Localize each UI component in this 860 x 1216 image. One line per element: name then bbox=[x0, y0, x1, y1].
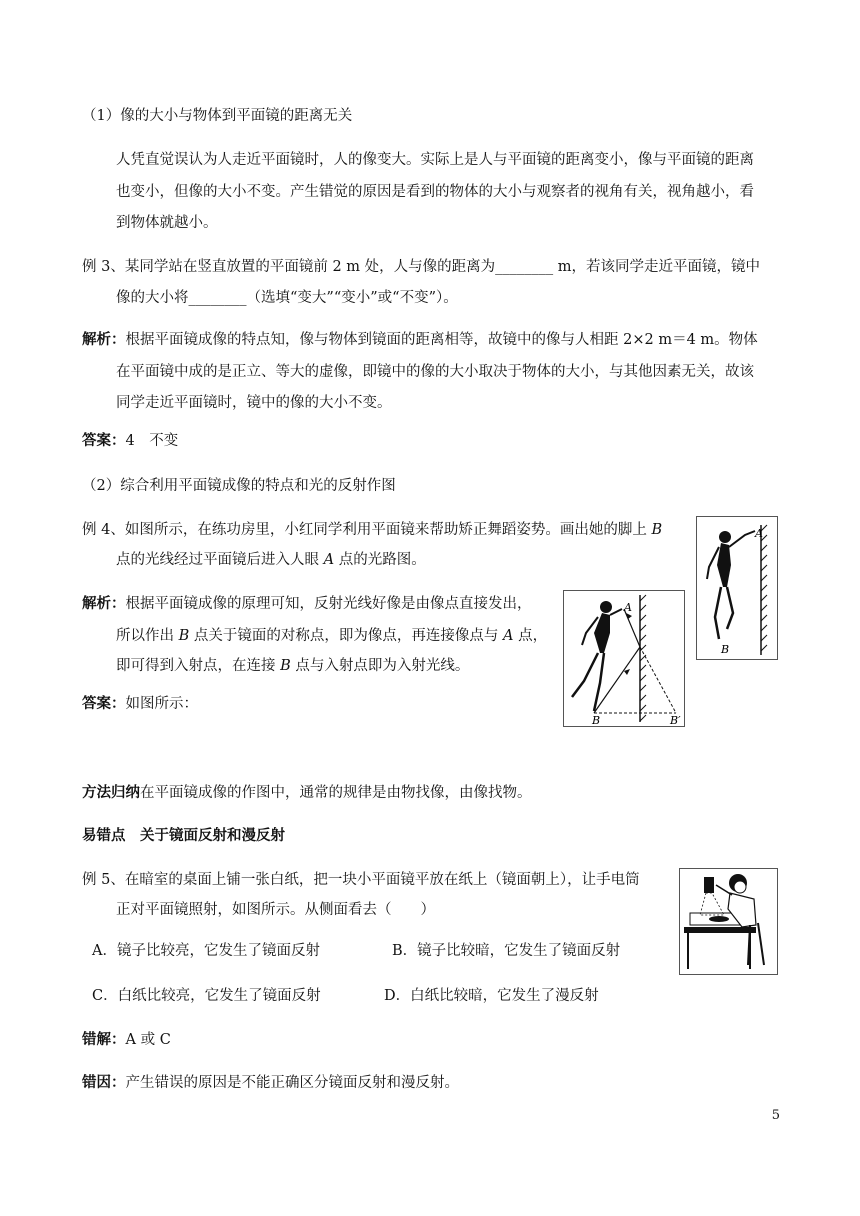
example3-analysis-line1: 解析：根据平面镜成像的特点知，像与物体到镜面的距离相等，故镜中的像与人相距 2×2 m＝4 m。物体 bbox=[82, 332, 758, 348]
dancer-mirror-figure bbox=[696, 516, 778, 660]
label-a: A bbox=[624, 601, 632, 614]
section2-heading: （2）综合利用平面镜成像的特点和光的反射作图 bbox=[82, 478, 396, 494]
section1-heading: （1）像的大小与物体到平面镜的距离无关 bbox=[82, 108, 353, 124]
page-number: 5 bbox=[771, 1108, 780, 1123]
answer-label: 答案： bbox=[82, 433, 126, 449]
label-b-prime: B′ bbox=[670, 714, 681, 726]
example3-question-line1: 例 3、某同学站在竖直放置的平面镜前 2 m 处，人与像的距离为________ m，若该同学走近平面镜，镜中 bbox=[82, 259, 760, 275]
option-b: B．镜子比较暗，它发生了镜面反射 bbox=[392, 943, 621, 959]
paragraph-line: 到物体就越小。 bbox=[116, 215, 218, 231]
example3-question-line2: 像的大小将________（选填“变大”“变小”或“不变”）。 bbox=[116, 290, 458, 306]
paragraph-line: 人凭直觉误认为人走近平面镜时，人的像变大。实际上是人与平面镜的距离变小，像与平面镜的距离 bbox=[116, 152, 754, 168]
example4-analysis-line3: 即可得到入射点，在连接 B 点与入射点即为入射光线。 bbox=[116, 658, 470, 674]
option-d: D．白纸比较暗，它发生了漫反射 bbox=[384, 988, 599, 1004]
flashlight-mirror-figure bbox=[679, 868, 778, 975]
option-a: A．镜子比较亮，它发生了镜面反射 bbox=[92, 943, 320, 959]
method-summary: 方法归纳在平面镜成像的作图中，通常的规律是由物找像，由像找物。 bbox=[82, 785, 532, 801]
pitfall-heading: 易错点 关于镜面反射和漫反射 bbox=[82, 828, 285, 844]
option-c: C．白纸比较亮，它发生了镜面反射 bbox=[92, 988, 321, 1004]
example4-question-line2: 点的光线经过平面镜后进入人眼 A 点的光路图。 bbox=[116, 552, 426, 568]
example5-question-line1: 例 5、在暗室的桌面上铺一张白纸，把一块小平面镜平放在纸上（镜面朝上），让手电筒 bbox=[82, 872, 640, 888]
label-b: B bbox=[721, 643, 730, 656]
method-label: 方法归纳 bbox=[82, 785, 140, 801]
analysis-label: 解析： bbox=[82, 596, 126, 612]
analysis-label: 解析： bbox=[82, 332, 126, 348]
paragraph-line: 也变小，但像的大小不变。产生错觉的原因是看到的物体的大小与观察者的视角有关，视角越小，看 bbox=[116, 184, 754, 200]
example5-question-line2: 正对平面镜照射，如图所示。从侧面看去（ ） bbox=[116, 902, 435, 918]
example4-answer: 答案：如图所示： bbox=[82, 696, 198, 712]
wrong-label: 错解： bbox=[82, 1032, 126, 1048]
answer-light-path-figure bbox=[563, 590, 685, 727]
label-a: A bbox=[755, 527, 763, 540]
example3-answer: 答案：4 不变 bbox=[82, 433, 179, 449]
label-b: B bbox=[592, 714, 601, 726]
example4-question-line1: 例 4、如图所示，在练功房里，小红同学利用平面镜来帮助矫正舞蹈姿势。画出她的脚上 B bbox=[82, 522, 663, 538]
wrong-answer: 错解：A 或 C bbox=[82, 1032, 171, 1048]
error-cause: 错因：产生错误的原因是不能正确区分镜面反射和漫反射。 bbox=[82, 1075, 459, 1091]
cause-label: 错因： bbox=[82, 1075, 126, 1091]
example3-analysis-line3: 同学走近平面镜时，镜中的像的大小不变。 bbox=[116, 395, 392, 411]
example4-analysis-line1: 解析：根据平面镜成像的原理可知，反射光线好像是由像点直接发出， bbox=[82, 596, 532, 612]
example4-analysis-line2: 所以作出 B 点关于镜面的对称点，即为像点，再连接像点与 A 点， bbox=[116, 628, 548, 644]
answer-label: 答案： bbox=[82, 696, 126, 712]
example3-analysis-line2: 在平面镜中成的是正立、等大的虚像，即镜中的像的大小取决于物体的大小，与其他因素无关，故该 bbox=[116, 364, 754, 380]
